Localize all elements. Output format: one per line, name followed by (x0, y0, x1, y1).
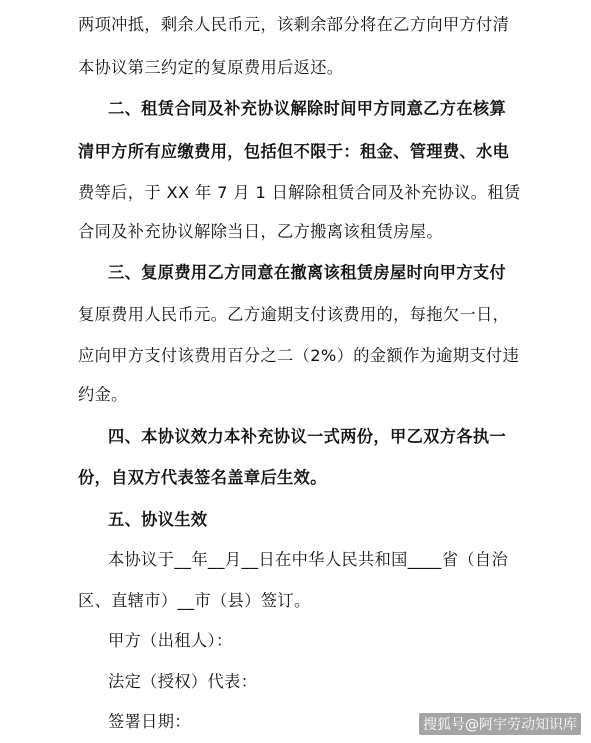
signing-location-line-2: 区、直辖市）__市（县）签订。 (78, 591, 311, 610)
section-3-heading-line: 三、复原费用乙方同意在撤离该租赁房屋时向甲方支付 (108, 263, 507, 282)
section-3-line-2: 复原费用人民币元。乙方逾期支付该费用的，每拖欠一日， (78, 305, 510, 324)
legal-representative-label: 法定（授权）代表： (108, 672, 258, 691)
section-3-line-3: 应向甲方支付该费用百分之二（2%）的金额作为逾期支付违 (78, 346, 520, 365)
paragraph-1-line-2: 本协议第三约定的复原费用后返还。 (78, 58, 344, 77)
party-a-label: 甲方（出租人）： (108, 631, 233, 650)
section-3-line-4: 约金。 (78, 385, 128, 404)
section-2-line-4: 合同及补充协议解除当日，乙方搬离该租赁房屋。 (78, 222, 443, 241)
signing-location-line-1: 本协议于__年__月__日在中华人民共和国____省（自治 (108, 550, 509, 569)
section-2-line-2: 清甲方所有应缴费用，包括但不限于：租金、管理费、水电 (78, 142, 510, 161)
section-5-heading: 五、协议生效 (108, 510, 208, 529)
section-2-line-3: 费等后，于 XX 年 7 月 1 日解除租赁合同及补充协议。租赁 (78, 183, 521, 202)
section-4-line-2: 份，自双方代表签名盖章后生效。 (78, 468, 327, 487)
paragraph-1-line-1: 两项冲抵，剩余人民币元，该剩余部分将在乙方向甲方付清 (78, 15, 510, 34)
signing-date-label: 签署日期： (108, 712, 191, 731)
section-4-heading-line: 四、本协议效力本补充协议一式两份，甲乙双方各执一 (108, 427, 507, 446)
section-2-heading-line: 二、租赁合同及补充协议解除时间甲方同意乙方在核算 (108, 99, 507, 118)
sohu-watermark: 搜狐号@阿宇劳动知识库 (419, 713, 581, 735)
